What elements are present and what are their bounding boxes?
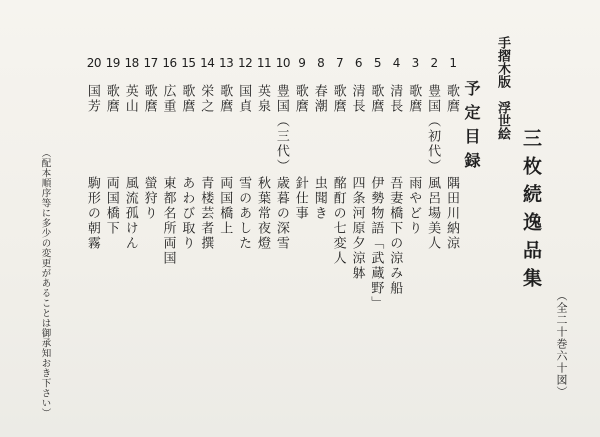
entry-artist: 広重 (160, 84, 176, 114)
entry-title: 歳暮の深雪 (273, 176, 289, 251)
entry-artist: 歌麿 (179, 84, 195, 114)
entry-number: 13 (219, 56, 234, 70)
entry-artist: 清長 (387, 84, 403, 114)
entry-title: 秋葉常夜燈 (255, 176, 270, 251)
entry-number: 10 (275, 56, 291, 70)
entry-artist: 歌麿 (292, 84, 308, 114)
list-heading: 予定目録 (462, 80, 481, 176)
entry-artist: 英泉 (255, 84, 270, 114)
footnote: （配本順序等に多少の変更があることは御承知おき下さい） (39, 148, 51, 418)
entry-number: 8 (317, 56, 325, 70)
entry-artist: 歌麿 (217, 84, 233, 114)
entry-artist: 歌麿 (368, 84, 384, 114)
entry-artist: 清長 (349, 84, 365, 114)
entry-artist: 国芳 (84, 84, 100, 114)
entry-number: 17 (143, 56, 158, 70)
entry-title: 伊勢物語「武蔵野」 (368, 176, 384, 311)
entry-number: 5 (373, 56, 381, 70)
entry-artist: 歌麿 (444, 84, 459, 114)
entry-title: 両国橋下 (103, 176, 119, 236)
entry-title: 虫聞き (311, 176, 327, 221)
entry-number: 1 (449, 56, 457, 70)
entry-title: 針仕事 (292, 176, 308, 221)
entry-title: 風流孤けん (122, 176, 138, 251)
entry-number: 9 (298, 56, 306, 70)
entry-artist: 栄之 (198, 84, 214, 114)
entry-number: 11 (256, 56, 272, 70)
entry-number: 7 (336, 56, 344, 70)
entry-number: 19 (105, 56, 120, 70)
entry-number: 6 (354, 56, 363, 70)
series-volumes: （全二十巻六十図） (555, 290, 568, 398)
entry-title: 青楼芸者撰 (198, 176, 214, 251)
entry-title: 東都名所両国 (160, 176, 176, 266)
entry-artist: 歌麿 (141, 84, 157, 114)
entry-artist: 春潮 (311, 84, 327, 114)
entry-title: 雪のあした (236, 176, 252, 251)
entry-number: 2 (430, 56, 438, 70)
entry-number: 20 (86, 56, 102, 70)
series-prefix: 手摺木版 浮世絵 (495, 36, 510, 140)
entry-number: 4 (392, 56, 400, 70)
entry-title: あわび取り (179, 176, 195, 251)
entry-artist: 歌麿 (103, 84, 119, 114)
entry-title: 螢狩り (141, 176, 157, 221)
entry-title: 四条河原夕涼躰 (349, 176, 365, 281)
entry-title: 酩酊の七変人 (330, 176, 346, 266)
entry-title: 両国橋上 (217, 176, 233, 236)
entry-title: 雨やどり (406, 176, 422, 236)
entry-artist: 豊国（初代） (425, 84, 441, 174)
entry-number: 15 (181, 56, 196, 70)
entry-number: 14 (200, 56, 215, 70)
entry-number: 3 (411, 56, 419, 70)
entry-number: 18 (124, 56, 139, 70)
entry-artist: 歌麿 (330, 84, 346, 114)
entry-artist: 豊国（三代） (273, 84, 289, 174)
entry-title: 駒形の朝霧 (84, 176, 100, 251)
entry-number: 12 (237, 56, 253, 70)
entry-number: 16 (162, 56, 177, 70)
entry-title: 吾妻橋下の涼み船 (387, 176, 403, 296)
series-title: 三枚続逸品集 (520, 128, 542, 296)
entry-artist: 英山 (122, 84, 138, 114)
entry-title: 隅田川納涼 (444, 176, 459, 251)
entry-artist: 歌麿 (406, 84, 422, 114)
entry-artist: 国貞 (236, 84, 252, 114)
entry-title: 風呂場美人 (425, 176, 441, 251)
